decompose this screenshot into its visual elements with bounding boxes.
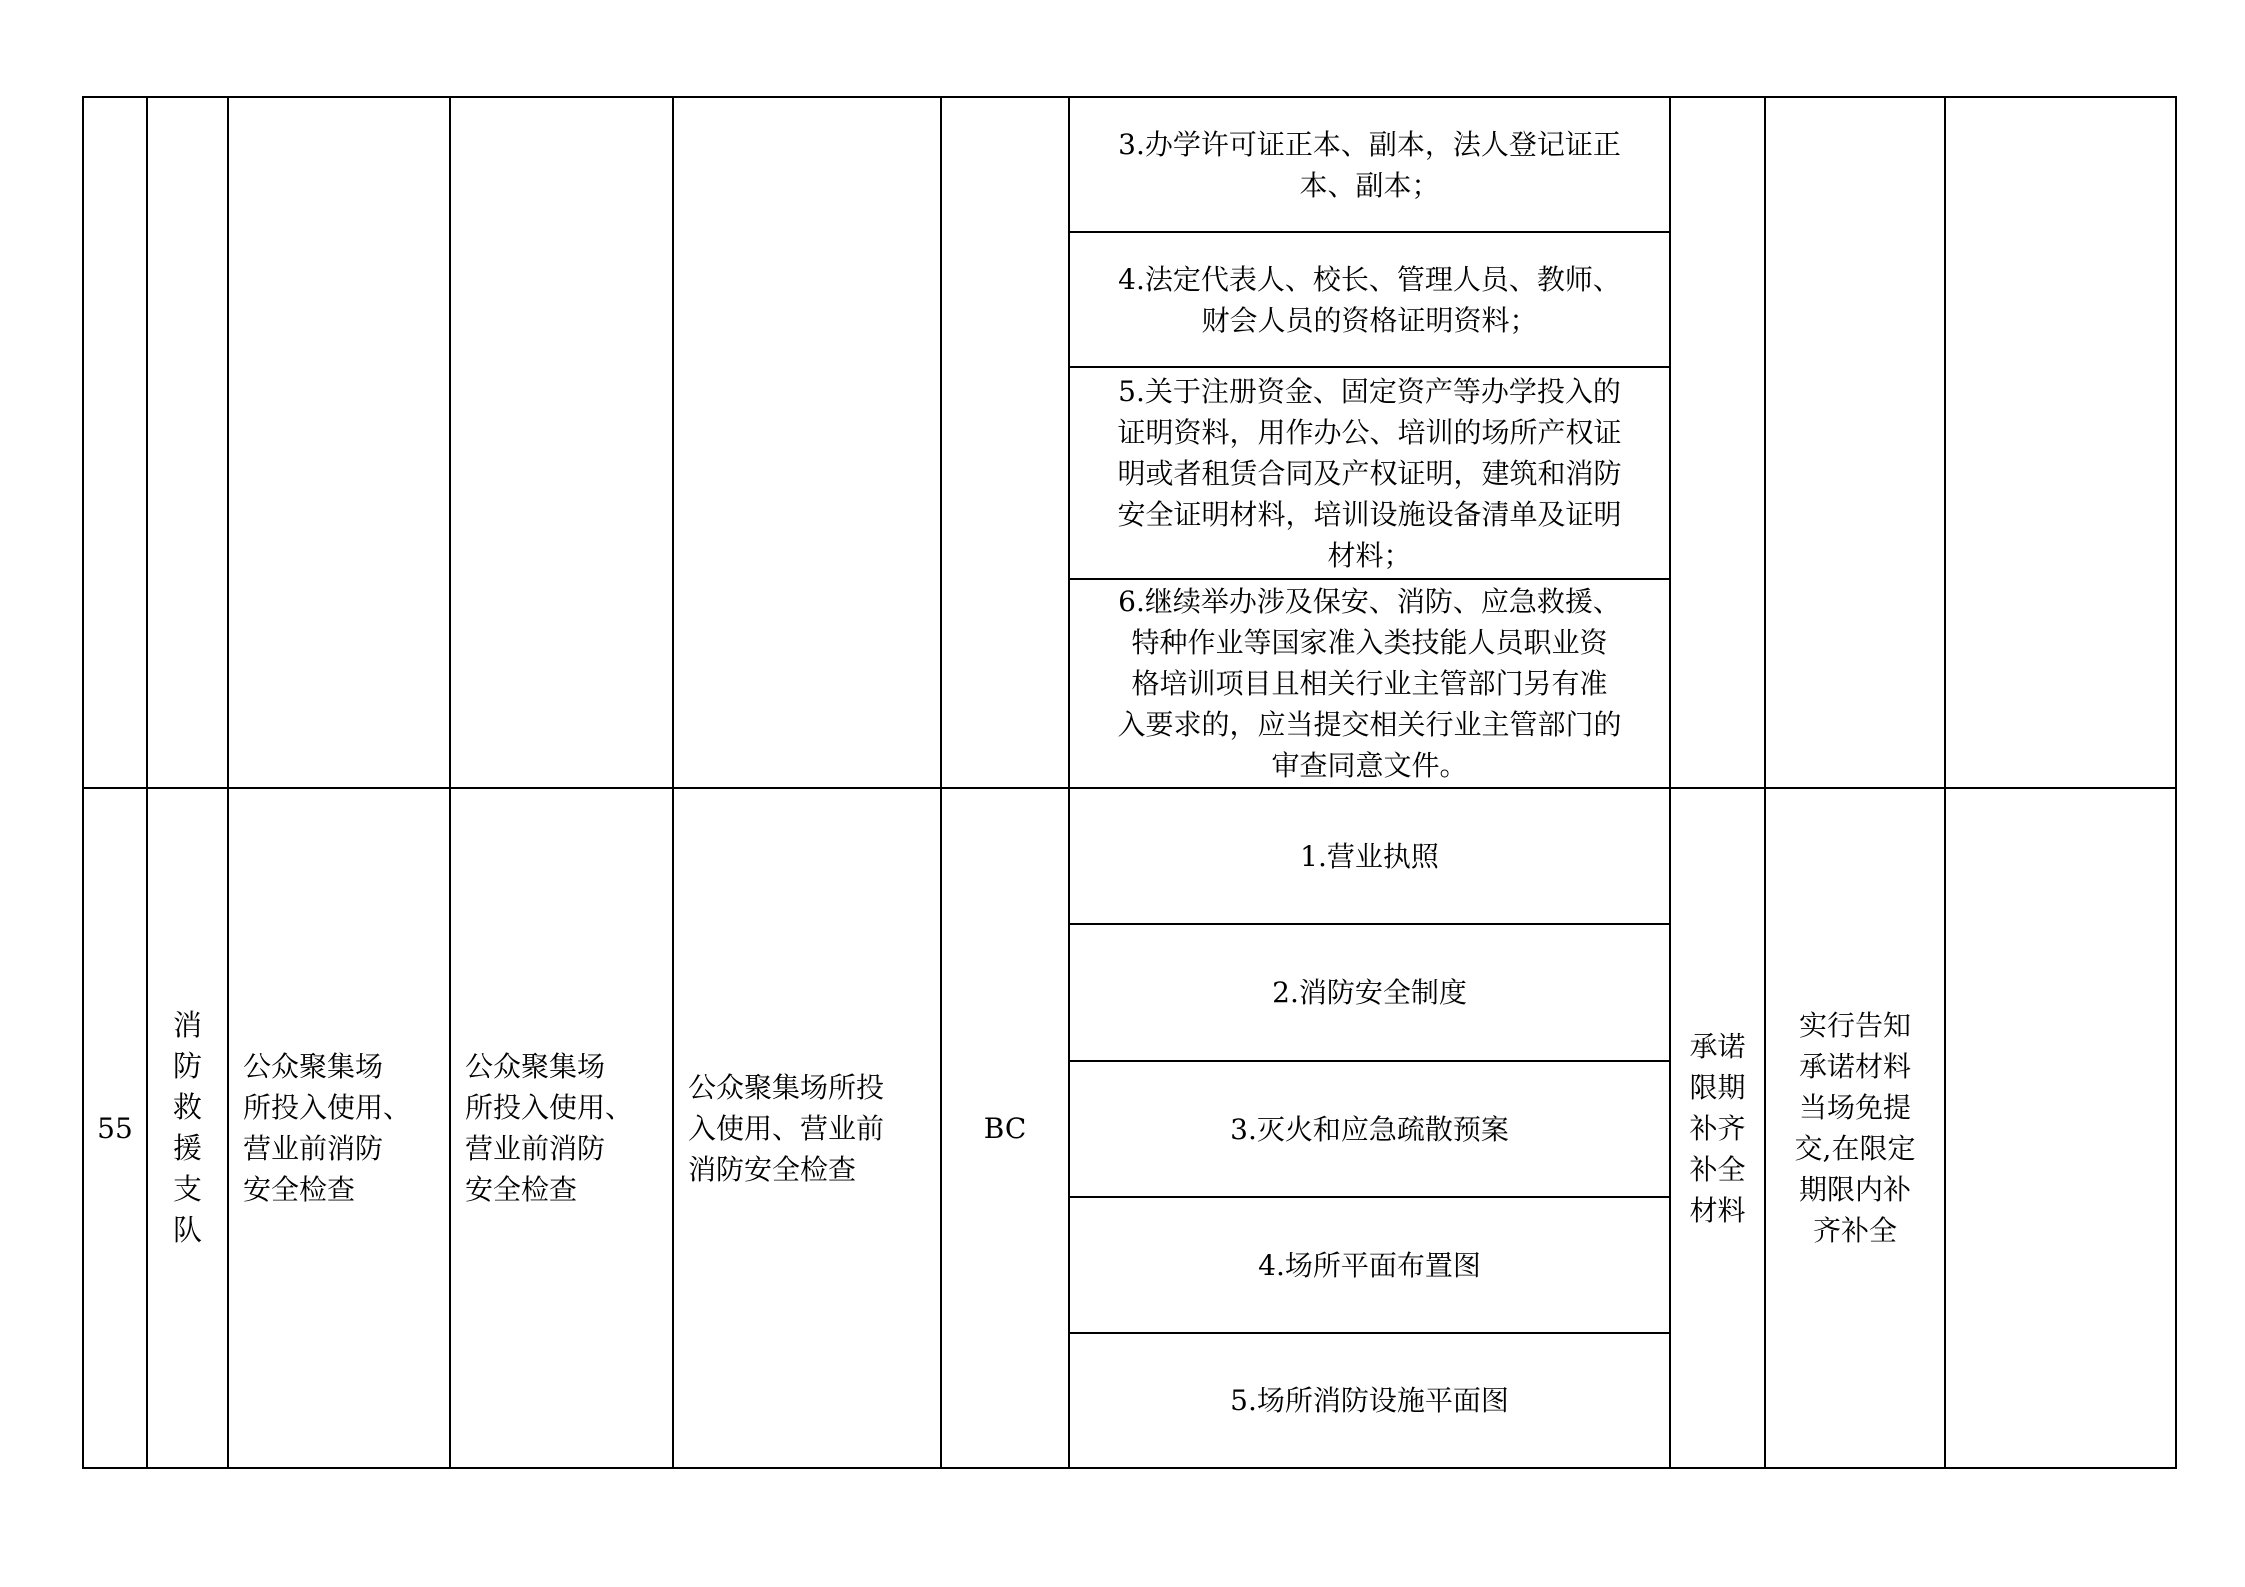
handling-method: 承诺 限期 补齐 补全 材料 <box>1689 1029 1746 1227</box>
table-bottom-border <box>82 1467 2177 1469</box>
material-item: 1.营业执照 <box>1300 839 1439 873</box>
column-border <box>2175 96 2177 1469</box>
scope: 公众聚集场所投 入使用、营业前 消防安全检查 <box>688 1070 885 1186</box>
row-number: 55 <box>97 1111 133 1145</box>
material-item: 6.继续举办涉及保安、消防、应急救援、 特种作业等国家准入类技能人员职业资 格培训项目且相关行业主管部门另有准 入要求的，应当提交相关行业主管部门的 审查同意文件。 <box>1117 585 1622 782</box>
matter-main: 公众聚集场 所投入使用、 营业前消防 安全检查 <box>243 1050 412 1206</box>
material-item: 3.灭火和应急疏散预案 <box>1230 1112 1509 1146</box>
category: BC <box>983 1111 1027 1145</box>
commitment-note: 实行告知 承诺材料 当场免提 交,在限定 期限内补 齐补全 <box>1794 1009 1916 1247</box>
remark <box>1946 789 2175 1467</box>
matter-sub: 公众聚集场 所投入使用、 营业前消防 安全检查 <box>465 1050 634 1206</box>
material-item: 5.关于注册资金、固定资产等办学投入的 证明资料，用作办公、培训的场所产权证 明或者租赁合同及产权证明，建筑和消防 安全证明材料，培训设施设备清单及证明 材料； <box>1117 374 1622 572</box>
material-item: 5.场所消防设施平面图 <box>1230 1384 1509 1417</box>
material-item: 4.法定代表人、校长、管理人员、教师、 财会人员的资格证明资料； <box>1118 262 1621 337</box>
material-item: 4.场所平面布置图 <box>1258 1248 1481 1282</box>
material-item: 3.办学许可证正本、副本，法人登记证正 本、副本； <box>1118 127 1621 202</box>
material-item: 2.消防安全制度 <box>1272 976 1467 1009</box>
department: 消 防 救 援 支 队 <box>172 1008 202 1247</box>
